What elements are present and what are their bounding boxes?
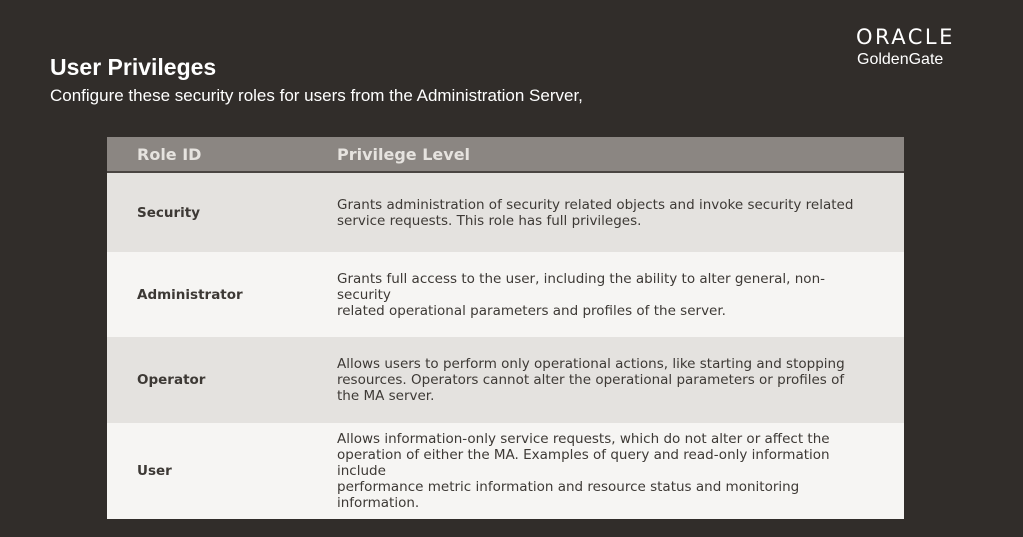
logo-wordmark: ORACLE — [856, 25, 955, 49]
column-header-role-id: Role ID — [107, 137, 337, 172]
role-id-cell: Operator — [137, 372, 206, 389]
role-id-cell: Administrator — [137, 286, 243, 303]
privilege-level-cell: Grants full access to the user, including the ability to alter general, non-security related operational parameters and profiles of the server. — [337, 270, 825, 319]
privileges-table — [107, 137, 904, 519]
privilege-level-cell: Grants administration of security related objects and invoke security related service requests. This role has full privileges. — [337, 196, 854, 229]
column-header-privilege-level: Privilege Level — [337, 137, 904, 172]
table-row — [107, 423, 904, 519]
table-header-row — [107, 137, 904, 172]
oracle-goldengate-logo — [856, 25, 996, 69]
role-id-cell: Security — [137, 204, 201, 221]
page-title: User Privileges — [50, 54, 217, 80]
table-row — [107, 337, 904, 422]
role-id-cell: User — [137, 462, 172, 479]
table-row — [107, 252, 904, 337]
privilege-level-cell: Allows information-only service requests, which do not alter or affect the operation of either the MA. Examples of query and read-only information include performance metric information and resource status and monitoring information. — [337, 430, 830, 511]
privilege-level-cell: Allows users to perform only operational actions, like starting and stopping resources. Operators cannot alter the operational parameters or profiles of the MA server. — [337, 356, 845, 405]
table-body — [107, 172, 904, 519]
logo-product-name: GoldenGate — [857, 51, 944, 68]
table-header — [107, 137, 904, 172]
privileges-table-container — [107, 137, 904, 519]
page-subtitle: Configure these security roles for users from the Administration Server, — [50, 86, 583, 105]
table-row — [107, 172, 904, 252]
